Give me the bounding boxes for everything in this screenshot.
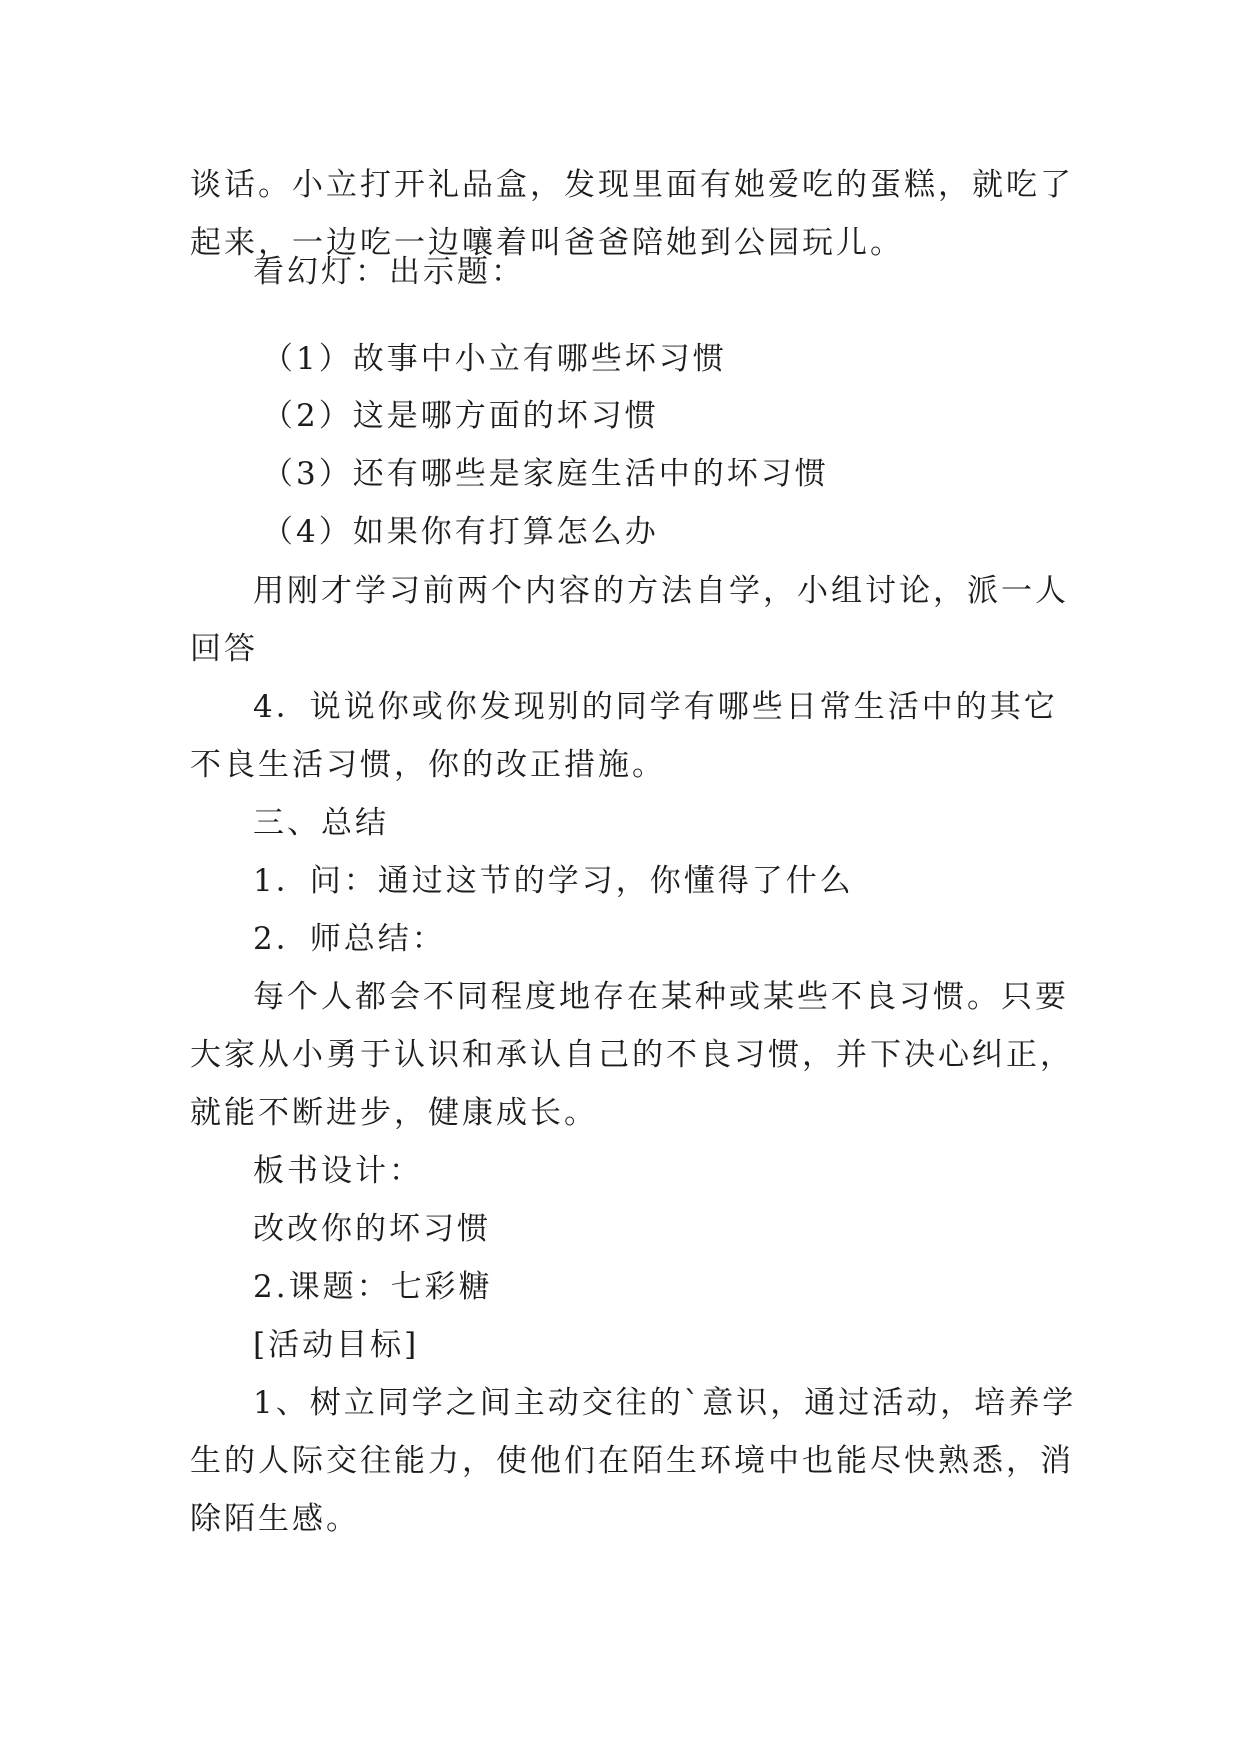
text-line: 用刚才学习前两个内容的方法自学，小组讨论，派一人 bbox=[253, 573, 1069, 609]
paragraph-teacher-summary bbox=[253, 910, 1133, 968]
paragraph-board-title bbox=[253, 1200, 1133, 1258]
text-line: 谈话。小立打开礼品盒，发现里面有她爱吃的蛋糕，就吃了 bbox=[190, 167, 1074, 203]
heading-lesson-topic bbox=[253, 1258, 1133, 1316]
text-line: （1）故事中小立有哪些坏习惯 bbox=[262, 341, 727, 377]
paragraph-question bbox=[253, 852, 1133, 910]
paragraph-self-study bbox=[190, 562, 1070, 678]
text-line: 除陌生感。 bbox=[190, 1501, 360, 1537]
text-line: （3）还有哪些是家庭生活中的坏习惯 bbox=[262, 456, 829, 492]
text-line: 不良生活习惯，你的改正措施。 bbox=[190, 747, 666, 783]
heading-activity-goals bbox=[253, 1316, 1133, 1374]
question-3 bbox=[262, 445, 1142, 503]
text-line: 每个人都会不同程度地存在某种或某些不良习惯。只要 bbox=[253, 979, 1069, 1015]
paragraph-item-4 bbox=[190, 678, 1070, 794]
text-line: 2.课题：七彩糖 bbox=[253, 1269, 493, 1305]
text-line: 2．师总结： bbox=[253, 921, 446, 957]
text-line: 看幻灯：出示题： bbox=[253, 254, 525, 290]
text-line: 起来，一边吃一边嚷着叫爸爸陪她到公园玩儿。 bbox=[190, 225, 904, 261]
question-1 bbox=[262, 330, 1142, 388]
paragraph-goal-1 bbox=[190, 1374, 1077, 1548]
question-2 bbox=[262, 387, 1142, 445]
heading-summary bbox=[253, 794, 1133, 852]
text-line: 三、总结 bbox=[253, 805, 389, 841]
paragraph-summary-body bbox=[190, 968, 1074, 1142]
text-line: 大家从小勇于认识和承认自己的不良习惯，并下决心纠正， bbox=[190, 1037, 1074, 1073]
text-line: 回答 bbox=[190, 631, 258, 667]
question-4 bbox=[262, 503, 1142, 561]
text-line: 生的人际交往能力，使他们在陌生环境中也能尽快熟悉，消 bbox=[190, 1443, 1074, 1479]
text-line: 改改你的坏习惯 bbox=[253, 1211, 491, 1247]
paragraph-slide-prompt bbox=[253, 243, 1133, 301]
heading-board-design bbox=[253, 1142, 1133, 1200]
text-line: 板书设计： bbox=[253, 1153, 423, 1189]
text-line: 就能不断进步，健康成长。 bbox=[190, 1095, 598, 1131]
text-line: 1、树立同学之间主动交往的`意识，通过活动，培养学 bbox=[253, 1385, 1077, 1421]
text-line: 4．说说你或你发现别的同学有哪些日常生活中的其它 bbox=[253, 689, 1058, 725]
text-line: （2）这是哪方面的坏习惯 bbox=[262, 398, 659, 434]
text-line: 1．问：通过这节的学习，你懂得了什么 bbox=[253, 863, 854, 899]
text-line: （4）如果你有打算怎么办 bbox=[262, 514, 659, 550]
text-line: [活动目标] bbox=[253, 1327, 420, 1363]
